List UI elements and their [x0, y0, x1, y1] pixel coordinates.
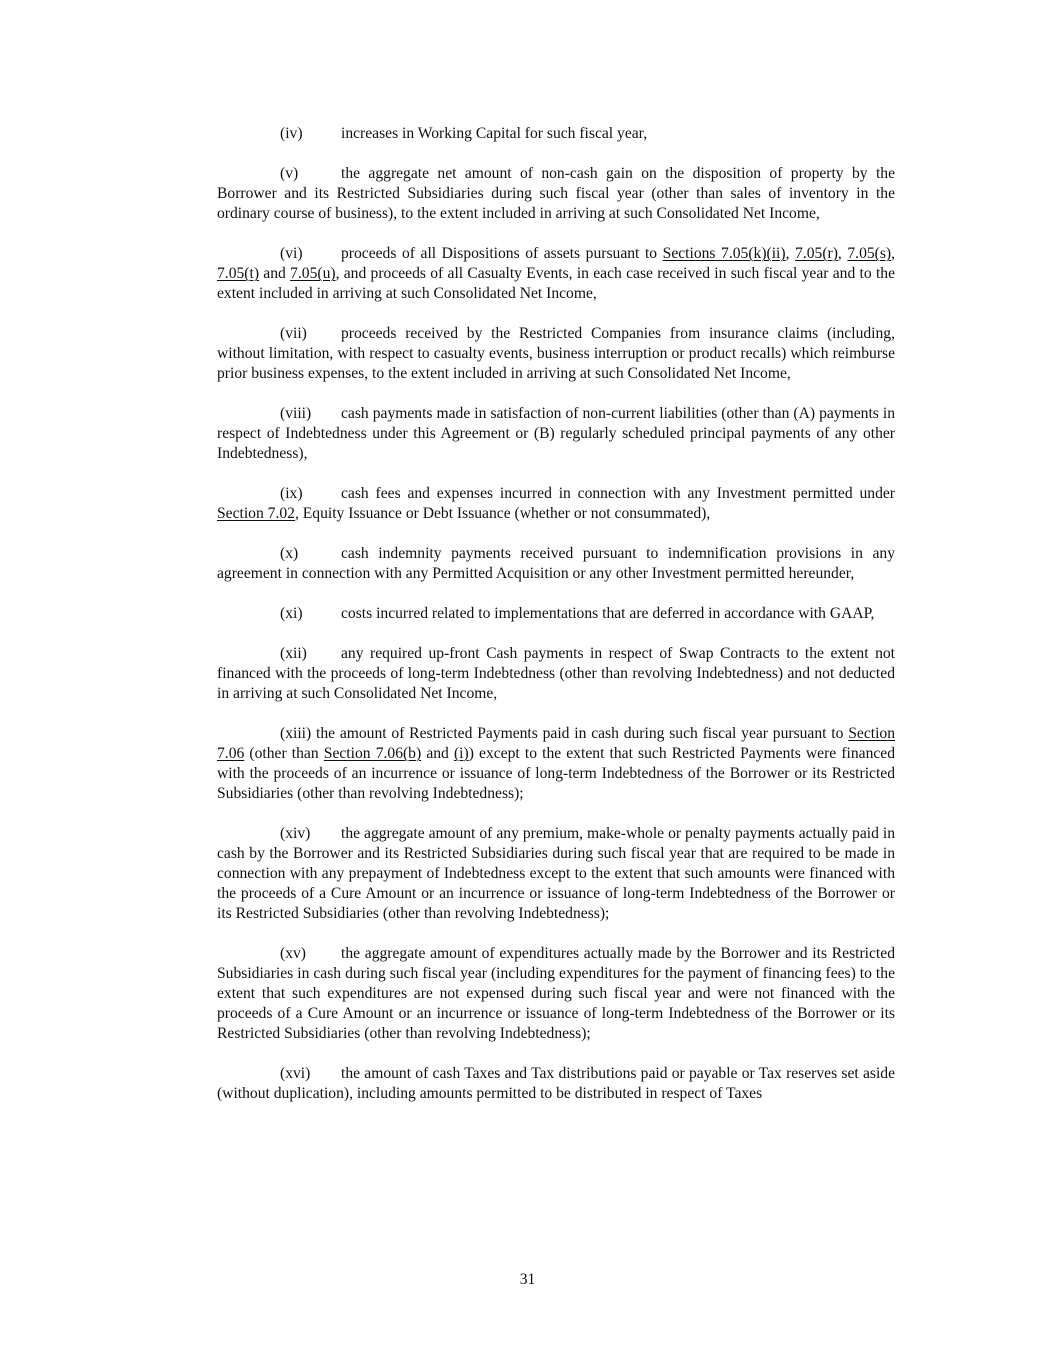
clause-text: the aggregate amount of any premium, make-whole or penalty payments actually paid in cash by the Borrower and its Restricted Subsidiaries during such fiscal year that are required to be made in connection with any prepayment of Indebtedness except to the extent that such amounts were financed with the proceeds of a Cure Amount or an incurrence or issuance of long-term Indebtedness of the Borrower or its Restricted Subsidiaries (other than revolving Indebtedness); [217, 825, 895, 922]
clause-text: proceeds of all Dispositions of assets pursuant to [341, 245, 663, 262]
clause-text: increases in Working Capital for such fiscal year, [341, 125, 648, 142]
page-number: 31 [519, 1271, 536, 1288]
clause-xii [217, 644, 895, 704]
clause-text: the aggregate net amount of non-cash gain on the disposition of property by the Borrower and its Restricted Subsidiaries during such fiscal year (other than sales of inventory in the ordinary course of business), to the extent included in arriving at such Consolidated Net Income, [217, 165, 895, 222]
clause-text: proceeds received by the Restricted Companies from insurance claims (including, without limitation, with respect to casualty events, business interruption or product recalls) which reimburse prior business expenses, to the extent included in arriving at such Consolidated Net Income, [217, 325, 895, 382]
clause-text: any required up-front Cash payments in respect of Swap Contracts to the extent not financed with the proceeds of long-term Indebtedness (other than revolving Indebtedness) and not deducted in arriving at such Consolidated Net Income, [217, 645, 895, 702]
clause-xi [217, 604, 895, 624]
section-reference: 7.05(u) [290, 265, 336, 282]
clause-text: cash fees and expenses incurred in connection with any Investment permitted under [341, 485, 895, 502]
clause-number: (x) [280, 545, 299, 562]
clause-text: and [421, 745, 454, 762]
clause-number: (xii) [280, 645, 307, 662]
section-reference: 7.05(s) [847, 245, 892, 262]
document-body [217, 124, 895, 1124]
clause-text: (other than [244, 745, 324, 762]
clause-text: , [837, 245, 848, 262]
section-reference: 7.05(t) [217, 265, 260, 282]
clause-text: , Equity Issuance or Debt Issuance (whether or not consummated), [294, 505, 711, 522]
clause-text: the aggregate amount of expenditures actually made by the Borrower and its Restricted Subsidiaries in cash during such fiscal year (including expenditures for the payment of financing fees) to the extent that such expenditures are not expensed during such fiscal year and were not financed with the proceeds of a Cure Amount or an incurrence or issuance of long-term Indebtedness of the Borrower or its Restricted Subsidiaries (other than revolving Indebtedness); [217, 945, 895, 1042]
clause-xv [217, 944, 895, 1044]
clause-text: the amount of Restricted Payments paid in cash during such fiscal year pursuant to [311, 725, 849, 742]
section-reference: (i) [453, 745, 469, 762]
clause-text: , [785, 245, 796, 262]
clause-text: , [891, 245, 896, 262]
clause-text: cash indemnity payments received pursuant to indemnification provisions in any agreement in connection with any Permitted Acquisition or any other Investment permitted hereunder, [217, 545, 895, 582]
clause-vii [217, 324, 895, 384]
clause-xvi [217, 1064, 895, 1104]
clause-text: the amount of cash Taxes and Tax distributions paid or payable or Tax reserves set aside (without duplication), including amounts permitted to be distributed in respect of Taxes [217, 1065, 895, 1102]
section-reference: Sections 7.05(k)(ii) [662, 245, 786, 262]
clause-number: (xvi) [280, 1065, 311, 1082]
clause-number: (ix) [280, 485, 303, 502]
clause-number: (xi) [280, 605, 303, 622]
clause-iv [217, 124, 895, 144]
clause-v [217, 164, 895, 224]
clause-text: , and proceeds of all Casualty Events, in each case received in such fiscal year and to the extent included in arriving at such Consolidated Net Income, [217, 265, 895, 302]
clause-number: (xv) [280, 945, 306, 962]
clause-text: costs incurred related to implementations that are deferred in accordance with GAAP, [341, 605, 875, 622]
clause-number: (v) [280, 165, 299, 182]
section-reference: Section 7.06(b) [323, 745, 422, 762]
clause-x [217, 544, 895, 584]
clause-viii [217, 404, 895, 464]
section-reference: Section 7.02 [217, 505, 295, 522]
clause-ix [217, 484, 895, 524]
clause-text: and [259, 265, 291, 282]
clause-text: ) except to the extent that such Restricted Payments were financed with the proceeds of an incurrence or issuance of long-term Indebtedness of the Borrower or its Restricted Subsidiaries (other than revolving Indebtedness); [217, 745, 896, 802]
clause-number: (xiii) [280, 725, 312, 742]
clause-xiii [217, 724, 895, 804]
clause-number: (vii) [280, 325, 307, 342]
section-reference: Section 7.06 [217, 725, 895, 762]
clause-number: (iv) [280, 125, 303, 142]
clause-number: (vi) [280, 245, 303, 262]
clause-xiv [217, 824, 895, 924]
clause-number: (viii) [280, 405, 312, 422]
clause-text: cash payments made in satisfaction of non-current liabilities (other than (A) payments in respect of Indebtedness under this Agreement or (B) regularly scheduled principal payments of any other Indebtedness), [217, 405, 895, 462]
section-reference: 7.05(r) [795, 245, 838, 262]
clause-number: (xiv) [280, 825, 311, 842]
clause-vi [217, 244, 895, 304]
